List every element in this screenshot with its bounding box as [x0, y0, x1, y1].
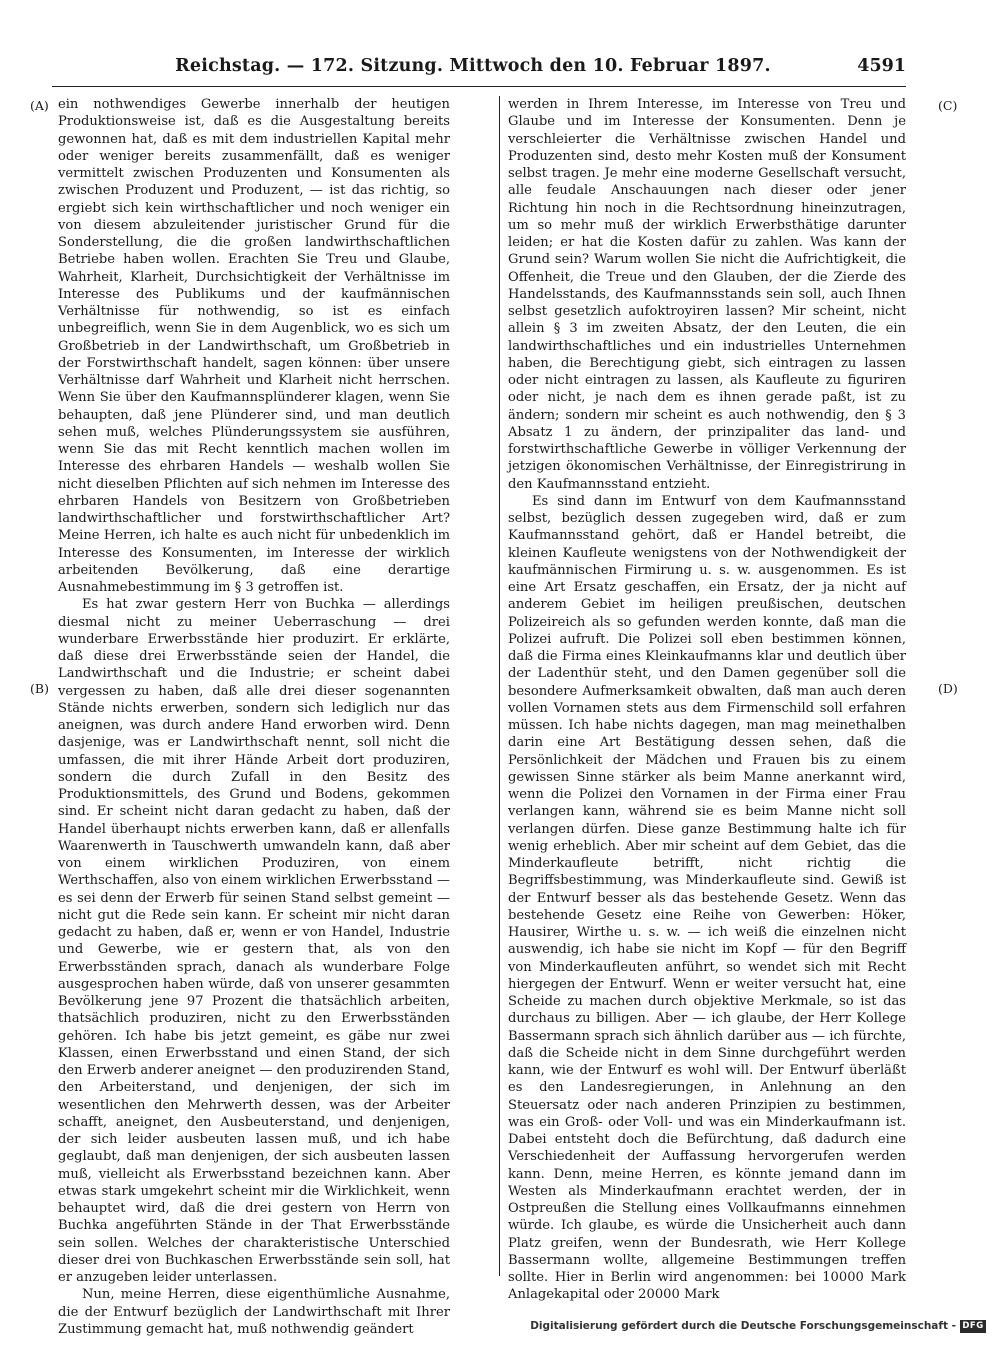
right-paragraph-1: werden in Ihrem Interesse, im Interesse von Treu und Glaube und im Interesse der Konsumenten. Denn je verschleierter die Verhältnisse zwischen Handel und Produzenten sind, desto mehr Kosten muß der Konsument selbst tragen. Je mehr eine moderne Gesellschaft versucht, alle feudale Anschauungen nach dieser oder jener Richtung hin noch in die Rechtsordnung hineinzutragen, um so mehr muß der wirklich Erwerbsthätige darunter leiden; er hat die Kosten dafür zu zahlen. Was kann der Grund sein? Warum wollen Sie nicht die Aufrichtigkeit, die Offenheit, die Treue und den Glauben, der die Zierde des Handelsstands, des Kaufmannsstands sein soll, auch Ihnen selbst gesetzlich aufoktroyiren lassen? Mir scheint, nicht allein § 3 im zweiten Absatz, der den Leuten, die ein landwirthschaftliches und ein industrielles Unternehmen haben, die Berechtigung giebt, sich eintragen zu lassen oder nicht eintragen zu lassen, als Kaufleute zu figuriren oder nicht, je nach dem es ihnen gerade paßt, ist zu ändern; sondern mir scheint es auch nothwendig, den § 3 Absatz 1 zu ändern, der prinzipaliter das land- und forstwirthschaftliche Gewerbe in völliger Verkennung der jetzigen ökonomischen Verhältnisse, der Einregistrirung in den Kaufmannsstand entzieht.	[508, 97, 906, 492]
left-paragraph-1: ein nothwendiges Gewerbe innerhalb der heutigen Produktionsweise ist, daß es die Ausgestaltung bereits gewonnen hat, daß es mit dem industriellen Kapital mehr oder weniger bereits zusammenfällt, daß es weniger vermittelt zwischen Produzenten und Konsumenten als zwischen Produzent und Produzent, — ist das richtig, so ergiebt sich kein wirthschaftlicher und noch weniger ein von diesem abzuleitender juristischer Grund für die Sonderstellung, die die großen landwirthschaftlichen Betriebe haben wollen. Erachten Sie Treu und Glaube, Wahrheit, Klarheit, Durchsichtigkeit der Verhältnisse im Interesse des Publikums und der kaufmännischen Verhältnisse für nothwendig, so ist es einfach unbegreiflich, wenn Sie in dem Augenblick, wo es sich um Großbetrieb in der Landwirthschaft, um Großbetrieb in der Forstwirthschaft handelt, sagen können: über unsere Verhältnisse darf Wahrheit und Klarheit nicht herrschen. Wenn Sie über den Kaufmannsplünderer klagen, wenn Sie behaupten, daß jene Plünderer sind, und man deutlich sehen muß, welches Plünderungssystem sie ausführen, wenn Sie das mit Recht kenntlich machen wollen im Interesse des ehrbaren Handels — weshalb wollen Sie nicht dieselben Pflichten auf sich nehmen im Interesse des ehrbaren Handels von Besitzern von Großbetrieben landwirthschaftlicher und forstwirthschaftlicher Art? Meine Herren, ich halte es auch nicht für unbedenklich im Interesse des Konsumenten, im Interesse der wirklich arbeitenden Bevölkerung, daß eine derartige Ausnahmebestimmung im § 3 getroffen ist.	[58, 97, 450, 595]
margin-marker-b: (B)	[30, 681, 49, 696]
footer-credit: Digitalisierung gefördert durch die Deutsche Forschungsgemeinschaft -	[530, 1320, 956, 1332]
page-number: 4591	[857, 56, 906, 76]
margin-marker-a: (A)	[30, 98, 49, 113]
dfg-logo-icon: DFG	[960, 1320, 986, 1333]
right-column	[508, 96, 906, 1304]
left-column	[58, 96, 450, 1338]
left-paragraph-2: Es hat zwar gestern Herr von Buchka — allerdings diesmal nicht zu meiner Ueberraschung — drei wunderbare Erwerbsstände hier produzirt. Er erklärte, daß diese drei Erwerbsstände seien der Handel, die Landwirthschaft und die Industrie; er scheint dabei vergessen zu haben, daß alle drei dieser sogenannten Stände nichts erwerben, sondern sich lediglich nur das aneignen, was durch andere Hand erworben wird. Denn dasjenige, was er Landwirthschaft nennt, soll nicht die umfassen, die mit ihrer Hände Arbeit dort produziren, sondern die durch Zufall in den Besitz des Produktionsmittels, des Grund und Bodens, gekommen sind. Er scheint nicht daran gedacht zu haben, daß der Handel überhaupt nichts erwerben kann, daß er allenfalls Waarenwerth in Tauschwerth umwandeln kann, daß aber von einem wirklichen Produziren, von einem Werthschaffen, also von einem wirklichen Erwerbsstand — es sei denn der Erwerb für seinen Stand selbst gemeint — nicht gut die Rede sein kann. Er scheint mir nicht daran gedacht zu haben, daß er, wenn er von Handel, Industrie und Gewerbe, wie er gestern that, als von den Erwerbsständen sprach, danach als wunderbare Folge ausgesprochen haben würde, daß von unserer gesammten Bevölkerung jene 97 Prozent die thatsächlich arbeiten, thatsächlich produziren, nicht zu den Erwerbsständen gehören. Ich habe bis jetzt gemeint, es gäbe nur zwei Klassen, einen Erwerbsstand und einen Stand, der sich den Erwerb anderer aneignet — den produzirenden Stand, den Arbeiterstand, und denjenigen, der sich im wesentlichen den Mehrwerth dessen, was der Arbeiter schafft, aneignet, den Ausbeuterstand, und denjenigen, der sich leider ausbeuten lassen muß, und ich habe geglaubt, daß man denjenigen, der sich ausbeuten lassen muß, vielleicht als Erwerbsstand bezeichnen kann. Aber etwas stark umgekehrt scheint mir die Wirklichkeit, wenn behauptet wird, daß die drei gestern von Herrn von Buchka angeführten Stände in der That Erwerbsstände sein sollen. Welches der charakteristische Unterschied dieser drei von Buchkaschen Erwerbsstände sein soll, hat er anzugeben leider unterlassen.	[58, 597, 450, 1285]
digitization-footer	[530, 1317, 986, 1335]
margin-marker-c: (C)	[938, 98, 958, 113]
running-title: Reichstag. — 172. Sitzung. Mittwoch den 10. Februar 1897.	[175, 56, 771, 76]
left-paragraph-3: Nun, meine Herren, diese eigenthümliche Ausnahme, die der Entwurf bezüglich der Landwirthschaft mit Ihrer Zustimmung gemacht hat, muß nothwendig geändert	[58, 1287, 450, 1337]
margin-marker-d: (D)	[938, 681, 958, 696]
right-paragraph-2: Es sind dann im Entwurf von dem Kaufmannsstand selbst, bezüglich dessen zugegeben wird, daß er zum Kaufmannsstand gehört, daß er Handel betreibt, die kleinen Kaufleute wenigstens von der Nothwendigkeit der kaufmännischen Firmirung u. s. w. ausgenommen. Es ist eine Art Ersatz geschaffen, ein Ersatz, der ja nicht auf anderem Gebiet im heiligen preußischen, deutschen Polizeireich als so gefunden werden konnte, daß man die Polizei aufruft. Die Polizei soll eben bestimmen können, daß die Firma eines Kleinkaufmanns klar und deutlich über der Ladenthür steht, und den Damen gegenüber soll die besondere Aufmerksamkeit obwalten, daß man auch deren vollen Vornamen stets aus dem Firmenschild soll erfahren müssen. Ich habe nichts dagegen, man mag meinethalben darin eine Art Bestätigung dessen sehen, daß die Persönlichkeit der Mädchen und Frauen bis zu einem gewissen Sinne stärker als beim Manne anerkannt wird, wenn die Polizei den Vornamen in der Firma einer Frau verlangen kann, während sie es beim Manne nicht soll verlangen dürfen. Diese ganze Bestimmung halte ich für wenig erheblich. Aber mir scheint auf dem Gebiet, das die Minderkaufleute betrifft, nicht richtig die Begriffsbestimmung, was Minderkaufleute sind. Gewiß ist der Entwurf besser als das bestehende Gesetz. Wenn das bestehende Gesetz eine Reihe von Gewerben: Höker, Hausirer, Wirthe u. s. w. — ich weiß die einzelnen nicht auswendig, ich habe sie nicht im Kopf — für den Begriff von Minderkaufleuten anführt, so wendet sich mit Recht hiergegen der Entwurf. Wenn er weiter versucht hat, eine Scheide zu machen durch objektive Merkmale, so ist das durchaus zu billigen. Aber — ich glaube, der Herr Kollege Bassermann sprach sich ähnlich darüber aus — ich fürchte, daß die Scheide nicht in dem Sinne durchgeführt werden kann, wie der Entwurf es wohl will. Der Entwurf überläßt es den Landesregierungen, in Anlehnung an den Steuersatz oder nach anderen Prinzipien zu bestimmen, was ein Groß- oder Voll- und was ein Minderkaufmann ist. Dabei entsteht doch die Befürchtung, daß dadurch eine Verschiedenheit der Auffassung hervorgerufen werden kann. Denn, meine Herren, es könnte jemand dann im Westen als Minderkaufmann erachtet werden, der in Ostpreußen die Stellung eines Vollkaufmanns einnehmen würde. Ich glaube, es würde die Unsicherheit auch dann Platz greifen, wenn der Bundesrath, wie Herr Kollege Bassermann wollte, allgemeine Bestimmungen treffen sollte. Hier in Berlin wird angenommen: bei 10000 Mark Anlagekapital oder 20000 Mark	[508, 493, 906, 1303]
column-divider	[499, 96, 500, 1276]
page-header	[40, 50, 906, 90]
header-rule	[52, 86, 906, 87]
